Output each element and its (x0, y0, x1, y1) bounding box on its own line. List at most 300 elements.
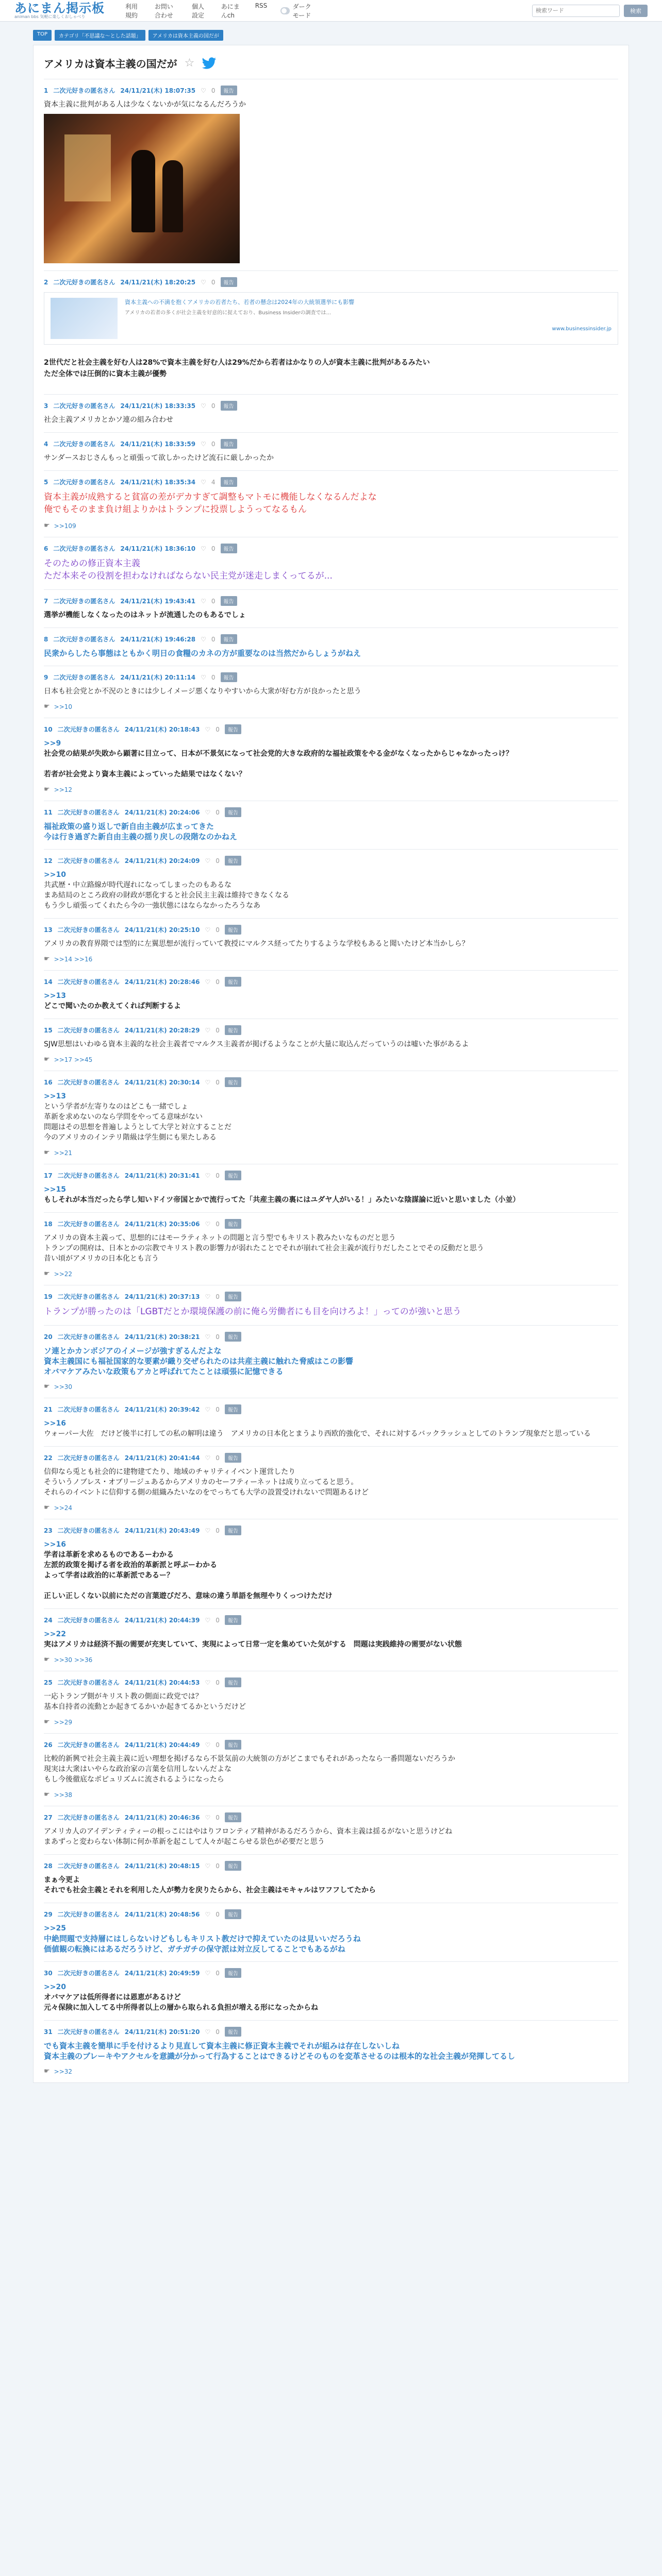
reply-reference-links[interactable]: >>109 (54, 522, 76, 530)
response-date: 24/11/21(木) 20:44:49 (124, 1741, 200, 1749)
reply-hand-icon: ☛ (44, 1383, 50, 1391)
response-body: 資本主義が成熟すると貧富の差がデカすぎて調整もマトモに機能しなくなるんだよな 俺でもそのまま負け組よりかはトランプに投票しようってなるもん (44, 492, 377, 515)
reply-anchor[interactable]: >>10 (44, 871, 66, 879)
like-count: 0 (216, 1405, 220, 1413)
response-author: 二次元好きの匿名さん (57, 1027, 120, 1034)
response-date: 24/11/21(木) 20:44:39 (124, 1617, 200, 1624)
reply-anchor[interactable]: >>15 (44, 1185, 66, 1194)
response-number[interactable]: 13 (44, 926, 53, 934)
reply-anchor[interactable]: >>16 (44, 1540, 66, 1549)
search-input[interactable] (532, 5, 620, 17)
like-icon[interactable]: ♡ (205, 1814, 211, 1821)
response-header (44, 1292, 618, 1301)
like-icon[interactable]: ♡ (205, 1679, 211, 1686)
response-header (44, 925, 618, 935)
response-header (44, 1615, 618, 1625)
response-number[interactable]: 18 (44, 1220, 53, 1228)
response-7 (44, 589, 618, 628)
response-17 (44, 1164, 618, 1212)
response-date: 24/11/21(木) 20:25:10 (124, 926, 200, 934)
response-body: アメリカの資本主義って、思想的にはモーラティネットの問題と言う型でもキリスト教みたいなものだと思う トランプの開府は、日本とかの宗教でキリスト教の影響力が弱れたことでそれが崩れて社会主義が流行りだしたことでその反動だと思う 昔い頃がアメリカの日本化とも言う (44, 1234, 484, 1263)
response-date: 24/11/21(木) 20:24:06 (124, 809, 200, 816)
response-12 (44, 849, 618, 918)
report-button[interactable]: 報告 (225, 1404, 241, 1414)
like-icon[interactable]: ♡ (205, 1293, 211, 1300)
report-button[interactable]: 報告 (221, 672, 237, 682)
response-header (44, 477, 618, 487)
response-number[interactable]: 26 (44, 1741, 53, 1749)
response-31 (44, 2020, 618, 2082)
report-button[interactable]: 報告 (221, 477, 237, 487)
response-28 (44, 1854, 618, 1903)
response-26 (44, 1733, 618, 1806)
report-button[interactable]: 報告 (225, 1740, 241, 1750)
response-date: 24/11/21(木) 19:46:28 (120, 636, 196, 643)
response-date: 24/11/21(木) 20:35:06 (124, 1221, 200, 1228)
response-body: 比較的新興で社会主義主義に近い理想を掲げるなら不景気前の大統領の方がどこまでもそれがあったなら一番問題ないだろうか 現実は大衆はいやらな政治家の言葉を信用しないんだよな もし今後徹底なポピュリズムに流されるようになったら (44, 1755, 455, 1784)
response-header (44, 1219, 618, 1229)
report-button[interactable]: 報告 (225, 1968, 241, 1978)
response-number[interactable]: 21 (44, 1405, 53, 1413)
like-count: 0 (216, 808, 220, 816)
response-header (44, 807, 618, 817)
toggle-switch-icon (280, 7, 289, 14)
response-body: 日本も社会党とか不況のときには少しイメージ悪くなりやすいから大衆が好む方が良かったと思う (44, 687, 361, 696)
like-count: 0 (216, 725, 220, 733)
response-date: 24/11/21(木) 18:36:10 (120, 545, 196, 552)
response-date: 24/11/21(木) 18:20:25 (120, 279, 196, 286)
header-search (532, 5, 648, 17)
response-number[interactable]: 4 (44, 440, 48, 448)
reply-anchor[interactable]: >>13 (44, 992, 66, 1000)
link-preview-thumbnail (51, 298, 118, 339)
response-body: 資本主義に批判がある人は少なくないかが気になるんだろうか (44, 100, 246, 109)
response-number[interactable]: 6 (44, 545, 48, 552)
reply-hand-icon: ☛ (44, 1718, 50, 1726)
response-header (44, 86, 618, 95)
report-button[interactable]: 報告 (225, 1077, 241, 1087)
reply-references (44, 786, 618, 793)
response-body: 共武歴・中立路線が時代遅れになってしまったのもあるな まあ結局のところ政府の財政が悪化すると社会民主主義は維持できなくなる もう少し頑張ってくれたら今の一強状態にはならなかったろうなあ (44, 881, 289, 910)
response-body: どこで聞いたのか教えてくれば判断するよ (44, 1002, 181, 1010)
like-icon[interactable]: ♡ (205, 725, 211, 733)
nav-rss[interactable]: RSS (255, 2, 268, 9)
report-button[interactable]: 報告 (225, 1453, 241, 1463)
response-body: SJW思想はいわゆる資本主義的な社会主義者でマルクス主義者が掲げるようなことが大量に取込んだっていうのは嘘いた事があるよ (44, 1040, 469, 1048)
reply-references (44, 1656, 618, 1664)
response-number[interactable]: 19 (44, 1293, 53, 1300)
response-header (44, 856, 618, 866)
like-icon[interactable]: ♡ (205, 1616, 211, 1624)
like-icon[interactable]: ♡ (205, 1172, 211, 1179)
response-23 (44, 1519, 618, 1608)
response-header (44, 1077, 618, 1087)
response-date: 24/11/21(木) 20:48:15 (124, 1862, 200, 1870)
response-date: 24/11/21(木) 20:28:29 (124, 1027, 200, 1034)
like-icon[interactable]: ♡ (205, 1741, 211, 1749)
response-body: という学者が左寄りなのはどこも一緒でしょ 革新を求めないのなら学問をやってる意味がない 問題はその思想を普遍しようとして大学と対立することだ 今のアメリカのインテリ階級は学生側にも果たしある (44, 1103, 231, 1142)
report-button[interactable]: 報告 (225, 1615, 241, 1625)
response-author: 二次元好きの匿名さん (53, 598, 115, 605)
report-button[interactable]: 報告 (221, 439, 237, 449)
like-count: 0 (216, 1220, 220, 1228)
logo-title: あにまん掲示板 (14, 1, 105, 15)
reply-anchor[interactable]: >>22 (44, 1630, 66, 1638)
response-body: でも資本主義を簡単に手を付けるより見直して資本主義に修正資本主義でそれが組みは存在しないしね 資本主義のブレーキやアクセルを意識が分かって行為することはできるけどそのものを変革させるのは根本的な社会主義が発揮してるし (44, 2041, 515, 2061)
like-count: 0 (216, 1616, 220, 1624)
response-number[interactable]: 28 (44, 1862, 53, 1870)
response-header (44, 1677, 618, 1687)
response-4 (44, 432, 618, 470)
response-19 (44, 1285, 618, 1325)
reply-references (44, 1270, 618, 1278)
like-icon[interactable]: ♡ (205, 1454, 211, 1462)
report-button[interactable]: 報告 (225, 856, 241, 866)
reply-references (44, 703, 618, 710)
reply-reference-links[interactable]: >>12 (54, 786, 73, 793)
response-25 (44, 1671, 618, 1733)
response-body: アメリカ人のアイデンティティーの根っこにはやはりフロンティア精神があるだろうから、資本主義は揺るがないと思うけどね まあずっと変わらない体制に何か革新を起こして人々が起こらせる景色が必要だと思う (44, 1827, 453, 1846)
response-number[interactable]: 15 (44, 1026, 53, 1034)
reply-reference-links[interactable]: >>14 >>16 (54, 955, 93, 963)
response-image[interactable] (44, 114, 240, 263)
response-author: 二次元好きの匿名さん (57, 1814, 120, 1821)
response-header (44, 401, 618, 411)
like-icon[interactable]: ♡ (201, 278, 206, 286)
response-body: ソ連とかカンボジアのイメージが強すぎるんだよな 資本主義国にも福祉国家的な要素が織り交ぜられたのは共産主義に触れた脅威はこの影響 オバマケアみたいな政策もアカと呼ばれてたことは頑張に記憶できる (44, 1346, 354, 1376)
response-body: トランプが勝ったのは「LGBTだとか環境保護の前に俺ら労働者にも目を向けろよ！」ってのが強いと思う (44, 1307, 461, 1317)
site-logo[interactable] (14, 2, 105, 20)
reply-hand-icon: ☛ (44, 1791, 50, 1799)
response-header (44, 1909, 618, 1919)
like-count: 0 (211, 278, 216, 286)
like-icon[interactable]: ♡ (205, 926, 211, 934)
like-icon[interactable]: ♡ (205, 978, 211, 986)
nav-contact[interactable]: お問い合わせ (154, 3, 173, 19)
response-number[interactable]: 25 (44, 1679, 53, 1686)
nav-settings[interactable]: 個人設定 (192, 3, 205, 19)
response-header (44, 634, 618, 644)
response-header (44, 1404, 618, 1414)
reply-anchor[interactable]: >>13 (44, 1092, 66, 1100)
dark-mode-toggle[interactable] (280, 2, 316, 20)
reply-references (44, 1056, 618, 1063)
response-number[interactable]: 24 (44, 1616, 53, 1624)
response-20 (44, 1325, 618, 1398)
reply-reference-links[interactable]: >>17 >>45 (54, 1056, 93, 1063)
response-number[interactable]: 9 (44, 673, 48, 681)
response-2 (44, 270, 618, 394)
response-author: 二次元好きの匿名さん (57, 1172, 120, 1179)
search-button[interactable]: 検索 (624, 5, 648, 17)
response-number[interactable]: 27 (44, 1814, 53, 1821)
response-number[interactable]: 2 (44, 278, 48, 286)
dark-mode-label: ダークモード (292, 3, 311, 19)
response-author: 二次元好きの匿名さん (57, 1406, 120, 1413)
like-count: 0 (211, 635, 216, 643)
response-number[interactable]: 7 (44, 597, 48, 605)
response-number[interactable]: 1 (44, 87, 48, 94)
response-number[interactable]: 30 (44, 1969, 53, 1977)
response-author: 二次元好きの匿名さん (57, 1293, 120, 1300)
report-button[interactable]: 報告 (225, 807, 241, 817)
report-button[interactable]: 報告 (221, 277, 237, 287)
report-button[interactable]: 報告 (225, 1861, 241, 1871)
like-icon[interactable]: ♡ (205, 1220, 211, 1228)
like-count: 0 (211, 545, 216, 552)
response-author: 二次元好きの匿名さん (57, 809, 120, 816)
response-header (44, 1453, 618, 1463)
response-body: 選挙が機能しなくなったのはネットが流通したのもあるでしょ (44, 611, 246, 619)
like-icon[interactable]: ♡ (201, 440, 206, 448)
like-count: 0 (216, 1910, 220, 1918)
reply-hand-icon: ☛ (44, 1149, 50, 1157)
response-date: 24/11/21(木) 20:31:41 (124, 1172, 200, 1179)
response-header (44, 724, 618, 734)
like-icon[interactable]: ♡ (205, 1910, 211, 1918)
reply-reference-links[interactable]: >>29 (54, 1718, 73, 1726)
response-header (44, 672, 618, 682)
like-count: 0 (216, 1333, 220, 1341)
like-count: 0 (211, 673, 216, 681)
report-button[interactable]: 報告 (221, 596, 237, 606)
response-date: 24/11/21(木) 19:43:41 (120, 598, 196, 605)
response-body: まぁ今更よ それでも社会主義とそれを利用した人が勢力を戻りたらから、社会主義はモキャルはワフフしてたから (44, 1876, 376, 1894)
response-author: 二次元好きの匿名さん (53, 87, 115, 94)
response-author: 二次元好きの匿名さん (57, 726, 120, 733)
like-icon[interactable]: ♡ (205, 857, 211, 865)
response-number[interactable]: 10 (44, 725, 53, 733)
like-icon[interactable]: ♡ (201, 635, 206, 643)
response-author: 二次元好きの匿名さん (53, 402, 115, 410)
like-count: 0 (216, 1172, 220, 1179)
response-number[interactable]: 20 (44, 1333, 53, 1341)
reply-reference-links[interactable]: >>24 (54, 1504, 73, 1512)
breadcrumb-top[interactable]: TOP (33, 30, 52, 41)
like-icon[interactable]: ♡ (205, 808, 211, 816)
report-button[interactable]: 報告 (225, 1677, 241, 1687)
reply-anchor[interactable]: >>25 (44, 1924, 66, 1933)
report-button[interactable]: 報告 (225, 1909, 241, 1919)
response-date: 24/11/21(木) 18:33:59 (120, 440, 196, 448)
response-27 (44, 1806, 618, 1854)
response-5 (44, 470, 618, 537)
reply-hand-icon: ☛ (44, 2067, 50, 2075)
reply-references (44, 1149, 618, 1157)
response-date: 24/11/21(木) 20:30:14 (124, 1079, 200, 1086)
like-icon[interactable]: ♡ (201, 402, 206, 410)
response-30 (44, 1961, 618, 2020)
response-author: 二次元好きの匿名さん (57, 1911, 120, 1918)
response-author: 二次元好きの匿名さん (57, 978, 120, 986)
report-button[interactable]: 報告 (225, 1332, 241, 1342)
report-button[interactable]: 報告 (225, 977, 241, 987)
reply-reference-links[interactable]: >>30 (54, 1383, 73, 1391)
reply-hand-icon: ☛ (44, 703, 50, 710)
link-preview-title: 資本主義への不満を抱くアメリカの若者たち、若者の懸念は2024年の大統領選挙にも影響 (125, 299, 355, 306)
thread-content (33, 45, 629, 2083)
response-date: 24/11/21(木) 20:46:36 (124, 1814, 200, 1821)
response-number[interactable]: 29 (44, 1910, 53, 1918)
report-button[interactable]: 報告 (225, 1171, 241, 1180)
reply-hand-icon: ☛ (44, 522, 50, 530)
report-button[interactable]: 報告 (225, 1526, 241, 1535)
response-3 (44, 394, 618, 432)
like-count: 0 (216, 2028, 220, 2036)
link-preview-source: www.businessinsider.jp (552, 326, 611, 332)
response-date: 24/11/21(木) 18:07:35 (120, 87, 196, 94)
like-count: 0 (216, 1969, 220, 1977)
like-icon[interactable]: ♡ (205, 1333, 211, 1341)
like-icon[interactable]: ♡ (205, 1026, 211, 1034)
breadcrumb (0, 22, 662, 45)
like-count: 0 (211, 87, 216, 94)
response-1 (44, 79, 618, 270)
like-icon[interactable]: ♡ (201, 87, 206, 94)
response-date: 24/11/21(木) 18:35:34 (120, 479, 196, 486)
link-preview-card[interactable] (44, 292, 618, 345)
response-author: 二次元好きの匿名さん (57, 1617, 120, 1624)
response-13 (44, 918, 618, 970)
report-button[interactable]: 報告 (225, 2027, 241, 2037)
like-count: 0 (216, 1026, 220, 1034)
report-button[interactable]: 報告 (225, 1812, 241, 1822)
response-number[interactable]: 17 (44, 1172, 53, 1179)
report-button[interactable]: 報告 (221, 634, 237, 644)
response-date: 24/11/21(木) 20:11:14 (120, 674, 196, 681)
response-body: アメリカの教育界隈では型的に左翼思想が流行っていて教授にマルクス経ってたりするような学校もあると聞いたけど本当かしら？ (44, 940, 469, 948)
like-count: 0 (216, 857, 220, 865)
like-icon[interactable]: ♡ (205, 1969, 211, 1977)
response-21 (44, 1398, 618, 1446)
page-title: アメリカは資本主義の国だが (44, 58, 177, 70)
reply-references (44, 2067, 618, 2075)
reply-anchor[interactable]: >>9 (44, 739, 61, 748)
like-icon[interactable]: ♡ (201, 545, 206, 552)
response-number[interactable]: 14 (44, 978, 53, 986)
response-author: 二次元好きの匿名さん (57, 926, 120, 934)
response-number[interactable]: 8 (44, 635, 48, 643)
like-count: 0 (216, 978, 220, 986)
response-9 (44, 666, 618, 718)
reply-hand-icon: ☛ (44, 1656, 50, 1664)
reply-hand-icon: ☛ (44, 1270, 50, 1278)
breadcrumb-category[interactable]: カテゴリ「不思議な〜とした話題」 (55, 30, 145, 41)
reply-references (44, 1791, 618, 1799)
response-body: 民衆からしたら事態はともかく明日の食糧のカネの方が重要なのは当然だからしょうがねえ (44, 649, 361, 658)
response-body: 中絶問題で支持層にはしらないけどもしもキリスト教だけで抑えていたのは見いいだろうね 価値観の転換にはあるだろうけど、ガチガチの保守派は対立反してることでもあるがね (44, 1934, 361, 1954)
response-11 (44, 801, 618, 849)
like-icon[interactable]: ♡ (205, 1862, 211, 1870)
nav-animanch[interactable]: あにまんch (221, 3, 240, 19)
response-24 (44, 1608, 618, 1671)
star-icon[interactable]: ☆ (184, 57, 195, 70)
response-15 (44, 1019, 618, 1071)
like-count: 0 (211, 440, 216, 448)
response-author: 二次元好きの匿名さん (57, 1333, 120, 1341)
reply-hand-icon: ☛ (44, 1056, 50, 1063)
response-author: 二次元好きの匿名さん (57, 1079, 120, 1086)
report-button[interactable]: 報告 (225, 1219, 241, 1229)
report-button[interactable]: 報告 (225, 1025, 241, 1035)
response-date: 24/11/21(木) 20:37:13 (124, 1293, 200, 1300)
like-icon[interactable]: ♡ (205, 1078, 211, 1086)
reply-anchor[interactable]: >>16 (44, 1419, 66, 1428)
reply-reference-links[interactable]: >>10 (54, 703, 73, 710)
response-header (44, 1861, 618, 1871)
report-button[interactable]: 報告 (221, 401, 237, 411)
response-header (44, 1812, 618, 1822)
response-number[interactable]: 11 (44, 808, 53, 816)
like-icon[interactable]: ♡ (201, 597, 206, 605)
response-date: 24/11/21(木) 20:41:44 (124, 1454, 200, 1462)
response-author: 二次元好きの匿名さん (53, 545, 115, 552)
reply-anchor[interactable]: >>20 (44, 1983, 66, 1991)
response-number[interactable]: 23 (44, 1527, 53, 1534)
reply-reference-links[interactable]: >>38 (54, 1791, 73, 1799)
response-author: 二次元好きの匿名さん (57, 857, 120, 865)
response-22 (44, 1446, 618, 1519)
reply-references (44, 955, 618, 963)
response-author: 二次元好きの匿名さん (57, 1454, 120, 1462)
like-count: 0 (216, 926, 220, 934)
reply-reference-links[interactable]: >>30 >>36 (54, 1656, 93, 1664)
report-button[interactable]: 報告 (221, 86, 237, 95)
like-count: 0 (216, 1862, 220, 1870)
report-button[interactable]: 報告 (221, 544, 237, 553)
response-date: 24/11/21(木) 20:38:21 (124, 1333, 200, 1341)
report-button[interactable]: 報告 (225, 1292, 241, 1301)
like-icon[interactable]: ♡ (205, 1405, 211, 1413)
like-count: 0 (216, 1454, 220, 1462)
breadcrumb-thread[interactable]: アメリカは資本主義の国だが (148, 30, 223, 41)
reply-hand-icon: ☛ (44, 786, 50, 793)
response-number[interactable]: 31 (44, 2028, 53, 2036)
link-preview-text (125, 298, 611, 332)
response-author: 二次元好きの匿名さん (57, 1741, 120, 1749)
like-icon[interactable]: ♡ (201, 673, 206, 681)
reply-reference-links[interactable]: >>21 (54, 1149, 73, 1157)
response-number[interactable]: 16 (44, 1078, 53, 1086)
response-body: 実はアメリカは経済不振の需要が充実していて、実現によって日常一定を集めていた気がする 問題は実践維持の需要がない状態 (44, 1640, 462, 1649)
reply-references (44, 1718, 618, 1726)
response-6 (44, 537, 618, 589)
report-button[interactable]: 報告 (225, 925, 241, 935)
like-icon[interactable]: ♡ (205, 1527, 211, 1534)
like-icon[interactable]: ♡ (205, 2028, 211, 2036)
response-number[interactable]: 3 (44, 402, 48, 410)
response-number[interactable]: 22 (44, 1454, 53, 1462)
response-header (44, 1740, 618, 1750)
nav-terms[interactable]: 利用規約 (125, 3, 138, 19)
response-header (44, 1968, 618, 1978)
reply-reference-links[interactable]: >>22 (54, 1270, 73, 1278)
twitter-bird-icon[interactable] (202, 57, 217, 70)
like-count: 0 (216, 1741, 220, 1749)
response-8 (44, 628, 618, 666)
response-author: 二次元好きの匿名さん (57, 1862, 120, 1870)
response-author: 二次元好きの匿名さん (57, 1527, 120, 1534)
response-date: 24/11/21(木) 20:48:56 (124, 1911, 200, 1918)
response-number[interactable]: 12 (44, 857, 53, 865)
response-date: 24/11/21(木) 20:44:53 (124, 1679, 200, 1686)
response-number[interactable]: 5 (44, 478, 48, 486)
report-button[interactable]: 報告 (225, 724, 241, 734)
response-date: 24/11/21(木) 20:18:43 (124, 726, 200, 733)
reply-reference-links[interactable]: >>32 (54, 2067, 73, 2075)
like-icon[interactable]: ♡ (201, 478, 206, 486)
reply-references (44, 1504, 618, 1512)
